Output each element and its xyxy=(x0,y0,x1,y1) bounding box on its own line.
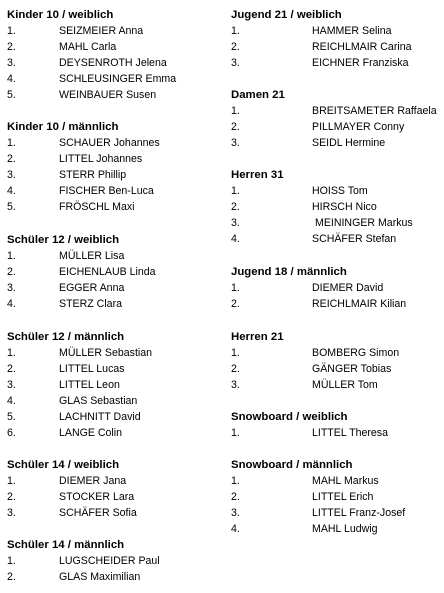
place: 2. xyxy=(231,298,240,310)
section-title: Kinder 10 / männlich xyxy=(7,121,119,133)
athlete-name: LITTEL Franz-Josef xyxy=(312,507,406,519)
place: 3. xyxy=(231,379,240,391)
athlete-name: MAHL Carla xyxy=(59,41,117,53)
place: 1. xyxy=(7,137,16,149)
athlete-name: HOISS Tom xyxy=(312,185,368,197)
athlete-name: REICHLMAIR Carina xyxy=(312,41,412,53)
athlete-name: GLAS Sebastian xyxy=(59,395,138,407)
place: 2. xyxy=(231,121,240,133)
athlete-name: DIEMER David xyxy=(312,282,384,294)
place: 1. xyxy=(231,282,240,294)
athlete-name: LACHNITT David xyxy=(59,411,141,423)
athlete-name: LITTEL Theresa xyxy=(312,427,388,439)
athlete-name: LITTEL Johannes xyxy=(59,153,143,165)
place: 2. xyxy=(231,201,240,213)
section-title: Kinder 10 / weiblich xyxy=(7,9,114,21)
place: 3. xyxy=(7,169,16,181)
athlete-name: MÜLLER Lisa xyxy=(59,250,125,262)
place: 3. xyxy=(7,507,16,519)
athlete-name: HAMMER Selina xyxy=(312,25,392,37)
place: 1. xyxy=(231,347,240,359)
athlete-name: LUGSCHEIDER Paul xyxy=(59,555,160,567)
athlete-name: STERZ Clara xyxy=(59,298,122,310)
place: 2. xyxy=(7,153,16,165)
place: 3. xyxy=(231,137,240,149)
athlete-name: PILLMAYER Conny xyxy=(312,121,405,133)
athlete-name: MAHL Ludwig xyxy=(312,523,378,535)
section-title: Jugend 21 / weiblich xyxy=(231,9,342,21)
athlete-name: GLAS Maximilian xyxy=(59,571,141,583)
section-title: Snowboard / männlich xyxy=(231,459,353,471)
place: 2. xyxy=(7,41,16,53)
athlete-name: STERR Phillip xyxy=(59,169,127,181)
athlete-name: MÜLLER Tom xyxy=(312,379,378,391)
section-title: Schüler 12 / männlich xyxy=(7,331,125,343)
place: 4. xyxy=(231,523,240,535)
place: 3. xyxy=(7,57,16,69)
place: 3. xyxy=(7,282,16,294)
place: 2. xyxy=(7,363,16,375)
place: 4. xyxy=(7,298,16,310)
place: 1. xyxy=(231,475,240,487)
section-title: Herren 21 xyxy=(231,331,284,343)
athlete-name: GÄNGER Tobias xyxy=(312,363,392,375)
athlete-name: DEYSENROTH Jelena xyxy=(59,57,167,69)
section-title: Herren 31 xyxy=(231,169,284,181)
athlete-name: LITTEL Leon xyxy=(59,379,120,391)
athlete-name: SCHÄFER Sofia xyxy=(59,507,137,519)
place: 3. xyxy=(231,217,240,229)
place: 1. xyxy=(231,427,240,439)
place: 3. xyxy=(231,507,240,519)
place: 1. xyxy=(7,475,16,487)
athlete-name: EICHENLAUB Linda xyxy=(59,266,156,278)
athlete-name: HIRSCH Nico xyxy=(312,201,377,213)
place: 1. xyxy=(7,347,16,359)
athlete-name: REICHLMAIR Kilian xyxy=(312,298,407,310)
athlete-name: LANGE Colin xyxy=(59,427,122,439)
athlete-name: WEINBAUER Susen xyxy=(59,89,157,101)
athlete-name: BREITSAMETER Raffaela xyxy=(312,105,437,117)
place: 4. xyxy=(231,233,240,245)
athlete-name: MÜLLER Sebastian xyxy=(59,347,153,359)
place: 2. xyxy=(231,363,240,375)
section-title: Jugend 18 / männlich xyxy=(231,266,347,278)
athlete-name: EICHNER Franziska xyxy=(312,57,409,69)
section-title: Snowboard / weiblich xyxy=(231,411,348,423)
place: 1. xyxy=(231,105,240,117)
place: 2. xyxy=(231,41,240,53)
place: 2. xyxy=(7,571,16,583)
place: 4. xyxy=(7,395,16,407)
place: 3. xyxy=(231,57,240,69)
athlete-name: STOCKER Lara xyxy=(59,491,135,503)
place: 4. xyxy=(7,185,16,197)
place: 5. xyxy=(7,89,16,101)
section-title: Schüler 14 / weiblich xyxy=(7,459,120,471)
section-title: Schüler 12 / weiblich xyxy=(7,234,120,246)
athlete-name: MEININGER Markus xyxy=(315,217,413,229)
athlete-name: SCHÄFER Stefan xyxy=(312,233,397,245)
athlete-name: SCHAUER Johannes xyxy=(59,137,160,149)
place: 2. xyxy=(7,491,16,503)
place: 6. xyxy=(7,427,16,439)
athlete-name: LITTEL Erich xyxy=(312,491,374,503)
section-title: Schüler 14 / männlich xyxy=(7,539,125,551)
place: 1. xyxy=(231,185,240,197)
place: 4. xyxy=(7,73,16,85)
athlete-name: FISCHER Ben-Luca xyxy=(59,185,154,197)
place: 5. xyxy=(7,411,16,423)
athlete-name: BOMBERG Simon xyxy=(312,347,400,359)
place: 2. xyxy=(7,266,16,278)
place: 1. xyxy=(7,25,16,37)
section-title: Damen 21 xyxy=(231,89,285,101)
athlete-name: DIEMER Jana xyxy=(59,475,127,487)
place: 1. xyxy=(7,250,16,262)
place: 1. xyxy=(7,555,16,567)
athlete-name: LITTEL Lucas xyxy=(59,363,125,375)
place: 2. xyxy=(231,491,240,503)
place: 5. xyxy=(7,201,16,213)
athlete-name: SCHLEUSINGER Emma xyxy=(59,73,177,85)
place: 1. xyxy=(231,25,240,37)
athlete-name: FRÖSCHL Maxi xyxy=(59,201,135,213)
athlete-name: SEIDL Hermine xyxy=(312,137,386,149)
athlete-name: MAHL Markus xyxy=(312,475,379,487)
athlete-name: EGGER Anna xyxy=(59,282,125,294)
athlete-name: SEIZMEIER Anna xyxy=(59,25,144,37)
place: 3. xyxy=(7,379,16,391)
